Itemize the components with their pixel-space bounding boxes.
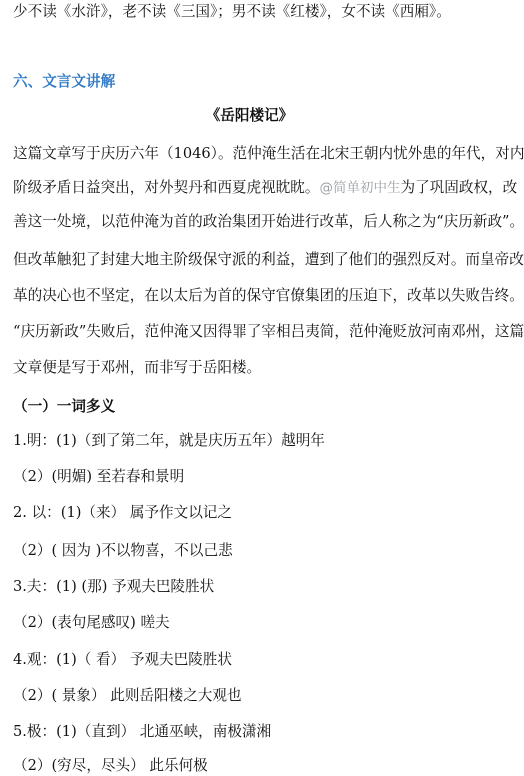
paragraph-line-6: “庆历新政”失败后，范仲淹又因得罪了宰相吕夷简，范仲淹贬放河南邓州，这篇 [13, 323, 524, 340]
list-item: （2）( 因为 )不以物喜，不以己悲 [13, 542, 233, 559]
top-line: 少不读《水浒》，老不读《三国》；男不读《红楼》，女不读《西厢》。 [13, 3, 451, 20]
paragraph-line-4: 但改革触犯了封建大地主阶级保守派的利益，遭到了他们的强烈反对。而皇帝改 [13, 251, 524, 268]
paragraph-line-1: 这篇文章写于庆历六年（1046）。范仲淹生活在北宋王朝内忧外患的年代，对内 [13, 145, 524, 162]
paragraph-line-2 [13, 178, 517, 198]
list-item: （2）(表句尾感叹) 嗟夫 [13, 614, 170, 631]
article-title: 《岳阳楼记》 [205, 107, 294, 124]
paragraph-line-5: 革的决心也不坚定，在以太后为首的保守官僚集团的压迫下，改革以失败告终。 [13, 287, 524, 304]
list-item: 1.明：(1)（到了第二年，就是庆历五年）越明年 [13, 432, 325, 449]
watermark-text: @简单初中生 [319, 180, 401, 196]
paragraph-line-7: 文章便是写于邓州，而非写于岳阳楼。 [13, 359, 262, 376]
paragraph-line-2-a: 阶级矛盾日益突出，对外契丹和西夏虎视眈眈。 [13, 179, 320, 196]
paragraph-line-3: 善这一处境，以范仲淹为首的政治集团开始进行改革，后人称之为“庆历新政”。 [13, 213, 524, 230]
list-item: 4.观：(1)（ 看） 予观夫巴陵胜状 [13, 651, 232, 668]
list-item: （2）(明媚) 至若春和景明 [13, 468, 185, 485]
list-item: （2）( 景象） 此则岳阳楼之大观也 [13, 687, 242, 704]
list-item: 2. 以：(1)（来） 属予作文以记之 [13, 504, 232, 521]
list-item: 5.极：(1)（直到） 北通巫峡，南极潇湘 [13, 723, 272, 740]
section-heading: 六、文言文讲解 [13, 73, 116, 90]
list-item: 3.夫：(1) (那) 予观夫巴陵胜状 [13, 578, 215, 595]
list-item: （2）(穷尽，尽头） 此乐何极 [13, 757, 208, 774]
paragraph-line-2-b: 为了巩固政权，改 [400, 179, 518, 196]
subheading: （一）一词多义 [13, 398, 116, 415]
